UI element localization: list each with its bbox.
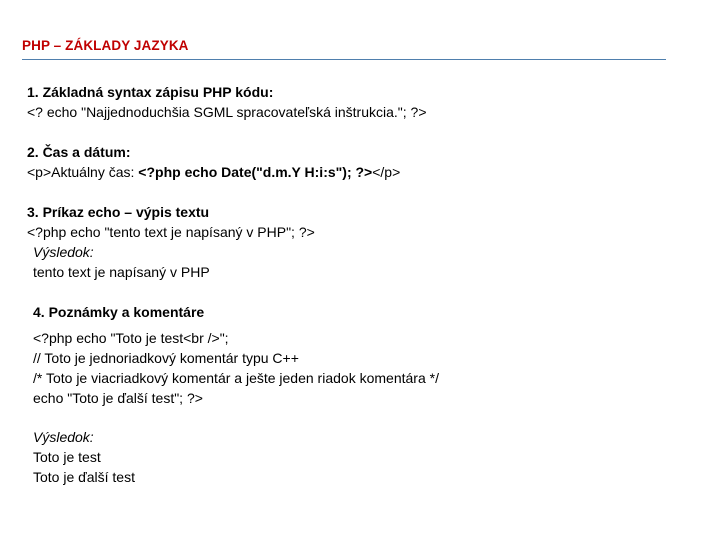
code-prefix: <p>Aktuálny čas: [27,164,139,180]
result-label: Výsledok: [33,244,94,260]
code-line [27,162,687,182]
section-date-time [27,142,687,182]
code-line: echo "Toto je ďalší test"; ?> [33,390,203,406]
section-basic-syntax [27,82,687,122]
section-comments [27,302,687,487]
code-line: // Toto je jednoriadkový komentár typu C++ [33,350,299,366]
code-line: <?php echo "Toto je test<br />"; [33,330,229,346]
result-line: Toto je ďalší test [33,469,135,485]
code-line: <? echo "Najjednoduchšia SGML spracovateľská inštrukcia."; ?> [27,104,427,120]
section-heading: 1. Základná syntax zápisu PHP kódu: [27,84,274,100]
code-bold: <?php echo Date("d.m.Y H:i:s"); ?> [138,164,373,180]
code-line: /* Toto je viacriadkový komentár a ješte jeden riadok komentára */ [33,370,439,386]
section-echo [27,202,687,282]
code-suffix: </p> [372,164,401,180]
result-label: Výsledok: [33,429,94,445]
slide-title: PHP – ZÁKLADY JAZYKA [22,38,189,53]
slide-content [27,82,687,487]
section-heading: 4. Poznámky a komentáre [33,304,205,320]
section-heading: 2. Čas a dátum: [27,144,131,160]
result-line: tento text je napísaný v PHP [33,264,210,280]
code-line: <?php echo "tento text je napísaný v PHP"; ?> [27,224,315,240]
result-line: Toto je test [33,449,101,465]
section-heading: 3. Príkaz echo – výpis textu [27,204,210,220]
title-divider [22,59,666,60]
